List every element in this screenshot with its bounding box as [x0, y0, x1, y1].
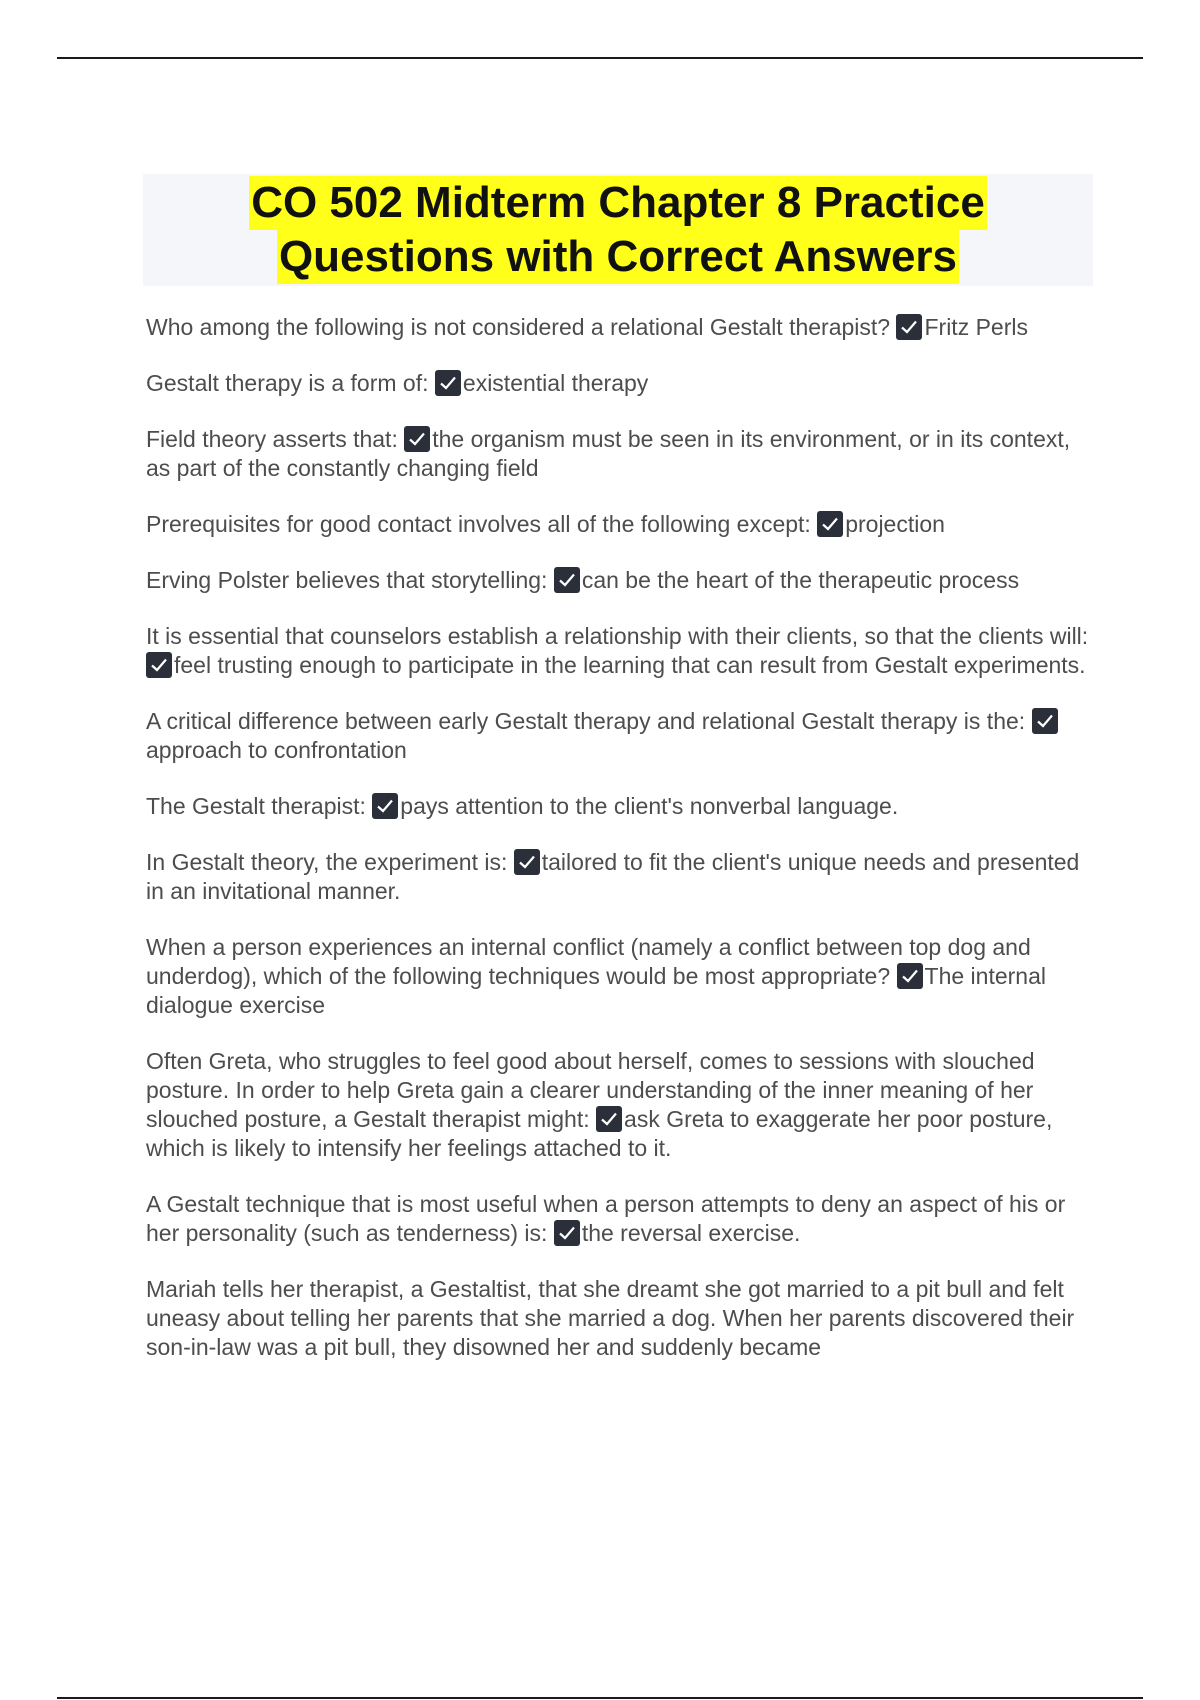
check-box-icon: [146, 652, 172, 678]
answer-text: The internal dialogue exercise: [146, 963, 1046, 1018]
qa-item: [146, 707, 1096, 765]
bottom-rule: [57, 1697, 1143, 1699]
question-text: The Gestalt therapist:: [146, 793, 366, 819]
answer-text: Fritz Perls: [924, 314, 1028, 340]
qa-item: [146, 369, 1096, 398]
title-line-2: Questions with Correct Answers: [277, 230, 959, 284]
check-box-icon: [817, 511, 843, 537]
check-box-icon: [372, 793, 398, 819]
check-box-icon: [554, 1220, 580, 1246]
qa-item: [146, 792, 1096, 821]
answer-text: tailored to fit the client's unique needs and presented in an invitational manner.: [146, 849, 1080, 904]
question-text: Prerequisites for good contact involves all of the following except:: [146, 511, 811, 537]
check-box-icon: [404, 426, 430, 452]
question-text: When a person experiences an internal conflict (namely a conflict between top dog and underdog), which of the following techniques would be most appropriate?: [146, 934, 1031, 989]
answer-text: can be the heart of the therapeutic process: [581, 567, 1020, 593]
answer-text: the organism must be seen in its environment, or in its context, as part of the constantly changing field: [146, 426, 1071, 481]
check-box-icon: [554, 567, 580, 593]
question-list: [146, 313, 1096, 1389]
qa-item: [146, 622, 1096, 680]
question-text: Erving Polster believes that storytelling:: [146, 567, 548, 593]
check-box-icon: [1032, 708, 1058, 734]
qa-item: [146, 848, 1096, 906]
answer-text: approach to confrontation: [146, 737, 407, 763]
question-text: Mariah tells her therapist, a Gestaltist, that she dreamt she got married to a pit bull and felt uneasy about telling her parents that she married a dog. When her parents discovered their son-in-law was a pit bull, they disowned her and suddenly became: [146, 1276, 1075, 1360]
question-text: Field theory asserts that:: [146, 426, 398, 452]
check-box-icon: [596, 1106, 622, 1132]
check-box-icon: [897, 963, 923, 989]
question-text: It is essential that counselors establish a relationship with their clients, so that the clients will:: [146, 623, 1089, 649]
question-text: A Gestalt technique that is most useful when a person attempts to deny an aspect of his or her personality (such as tenderness) is:: [146, 1191, 1066, 1246]
qa-item: [146, 313, 1096, 342]
question-text: In Gestalt theory, the experiment is:: [146, 849, 508, 875]
qa-item: [146, 933, 1096, 1020]
answer-text: pays attention to the client's nonverbal language.: [400, 793, 899, 819]
check-box-icon: [896, 314, 922, 340]
question-text: Often Greta, who struggles to feel good about herself, comes to sessions with slouched posture. In order to help Greta gain a clearer understanding of the inner meaning of her slouched posture, a Gestalt therapist might:: [146, 1048, 1035, 1132]
qa-item: [146, 1047, 1096, 1163]
answer-text: ask Greta to exaggerate her poor posture, which is likely to intensify her feelings attached to it.: [146, 1106, 1053, 1161]
qa-item: [146, 1190, 1096, 1248]
qa-item: [146, 510, 1096, 539]
question-text: Gestalt therapy is a form of:: [146, 370, 429, 396]
title-line-1: CO 502 Midterm Chapter 8 Practice: [249, 176, 987, 230]
document-title: [143, 174, 1093, 286]
qa-item: [146, 425, 1096, 483]
answer-text: the reversal exercise.: [581, 1220, 801, 1246]
top-rule: [57, 57, 1143, 59]
answer-text: existential therapy: [462, 370, 649, 396]
question-text: A critical difference between early Gestalt therapy and relational Gestalt therapy is the:: [146, 708, 1026, 734]
question-text: Who among the following is not considered a relational Gestalt therapist?: [146, 314, 891, 340]
qa-item: [146, 566, 1096, 595]
answer-text: feel trusting enough to participate in the learning that can result from Gestalt experiments.: [174, 652, 1086, 678]
qa-item: [146, 1275, 1096, 1362]
answer-text: projection: [845, 511, 945, 537]
check-box-icon: [514, 849, 540, 875]
check-box-icon: [435, 370, 461, 396]
